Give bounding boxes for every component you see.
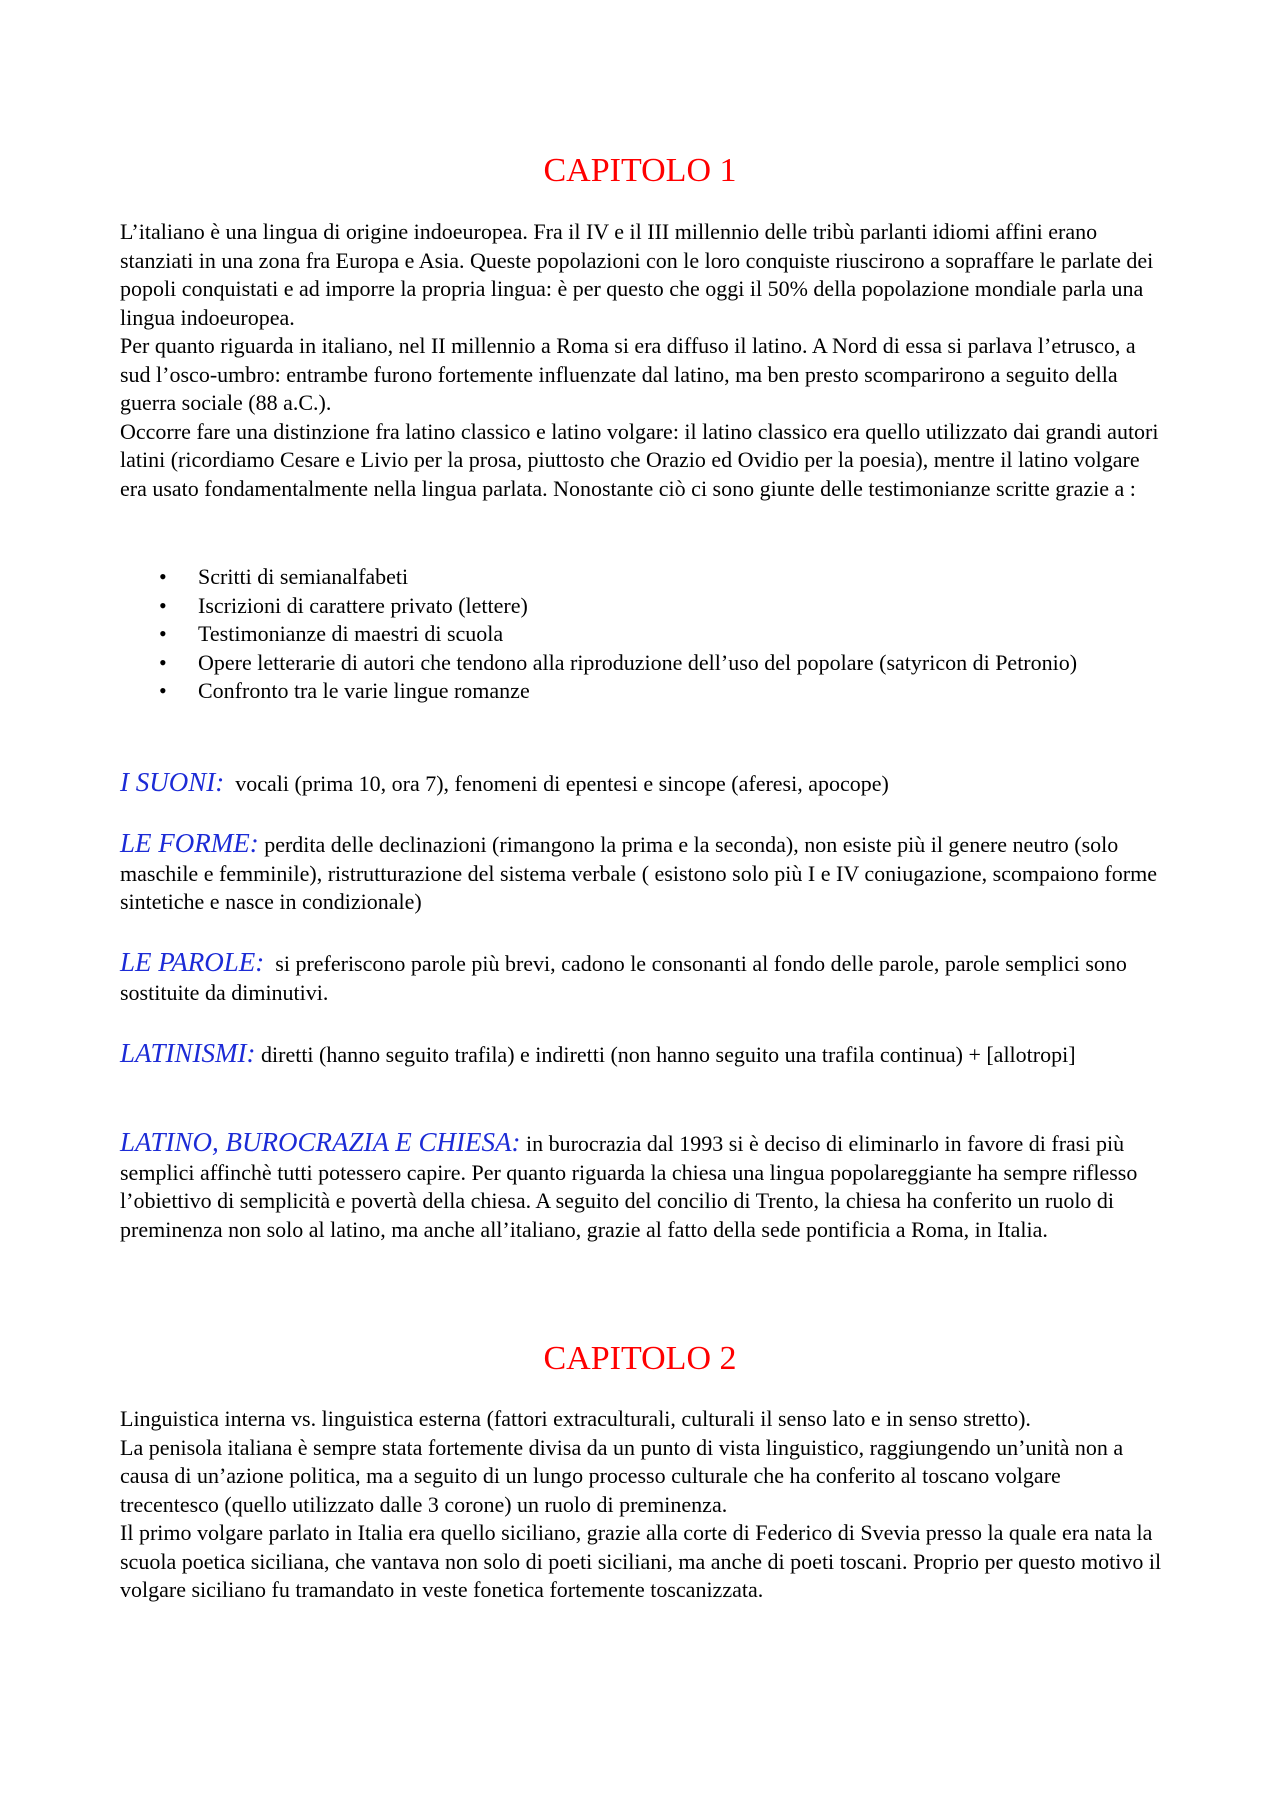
chapter-2-intro xyxy=(120,1405,1165,1605)
section-i-suoni xyxy=(120,768,1165,799)
section-lead: LATINISMI: xyxy=(120,1038,256,1068)
section-le-parole xyxy=(120,948,1165,1007)
list-item-text: Scritti di semianalfabeti xyxy=(198,564,409,589)
section-text: si preferiscono parole più brevi, cadono le consonanti al fondo delle parole, parole semplici sono sostituite da diminutivi. xyxy=(120,951,1127,1005)
bullet-icon: • xyxy=(159,678,167,703)
list-item-text: Opere letterarie di autori che tendono alla riproduzione dell’uso del popolare (satyricon di Petronio) xyxy=(198,649,1078,675)
sources-list xyxy=(120,563,1165,706)
paragraph: L’italiano è una lingua di origine indoeuropea. Fra il IV e il III millennio delle tribù parlanti idiomi affini erano stanziati in una zona fra Europa e Asia. Queste popolazioni con le loro conquiste riuscirono a sopraffare le parlate dei popoli conquistati e ad imporre la propria lingua: è per questo che oggi il 50% della popolazione mondiale parla una lingua indoeuropea. xyxy=(120,219,1154,330)
list-item-text: Testimonianze di maestri di scuola xyxy=(198,621,504,646)
chapter-1-intro xyxy=(120,218,1165,503)
section-text: vocali (prima 10, ora 7), fenomeni di epentesi e sincope (aferesi, apocope) xyxy=(235,771,889,796)
list-item-text: Confronto tra le varie lingue romanze xyxy=(198,678,530,703)
list-item-text: Iscrizioni di carattere privato (lettere) xyxy=(198,592,528,618)
section-lead: I SUONI: xyxy=(120,767,225,797)
paragraph: La penisola italiana è sempre stata fortemente divisa da un punto di vista linguistico, raggiungendo un’unità non a causa di un’azione politica, ma a seguito di un lungo processo culturale che ha conferito al toscano volgare trecentesco (quello utilizzato dalle 3 corone) un ruolo di preminenza. xyxy=(120,1434,1124,1517)
bullet-icon: • xyxy=(159,649,167,675)
paragraph: Occorre fare una distinzione fra latino classico e latino volgare: il latino classico era quello utilizzato dai grandi autori latini (ricordiamo Cesare e Livio per la prosa, piuttosto che Orazio ed Ovidio per la poesia), mentre il latino volgare era usato fondamentalmente nella lingua parlata. Nonostante ciò ci sono giunte delle testimonianze scritte grazie a : xyxy=(120,418,1159,501)
section-lead: LATINO, BUROCRAZIA E CHIESA: xyxy=(120,1127,521,1157)
paragraph: Linguistica interna vs. linguistica esterna (fattori extraculturali, culturali il senso lato e in senso stretto). xyxy=(120,1406,1031,1431)
list-item xyxy=(120,649,1165,678)
paragraph: Il primo volgare parlato in Italia era quello siciliano, grazie alla corte di Federico di Svevia presso la quale era nata la scuola poetica siciliana, che vantava non solo di poeti siciliani, ma anche di poeti toscani. Proprio per questo motivo il volgare siciliano fu tramandato in veste fonetica fortemente toscanizzata. xyxy=(120,1520,1162,1602)
paragraph: Per quanto riguarda in italiano, nel II millennio a Roma si era diffuso il latino. A Nord di essa si parlava l’etrusco, a sud l’osco-umbro: entrambe furono fortemente influenzate dal latino, ma ben presto scomparirono a seguito della guerra sociale (88 a.C.). xyxy=(120,333,1136,415)
list-item xyxy=(120,620,1165,649)
bullet-icon: • xyxy=(159,592,167,618)
chapter-1-title: CAPITOLO 1 xyxy=(543,152,737,189)
list-item xyxy=(120,592,1165,621)
section-latino-burocrazia-chiesa xyxy=(120,1128,1165,1244)
section-text: diretti (hanno seguito trafila) e indiretti (non hanno seguito una trafila continua) + [allotropi] xyxy=(261,1042,1076,1067)
bullet-icon: • xyxy=(159,564,167,589)
section-latinismi xyxy=(120,1039,1165,1070)
section-lead: LE PAROLE: xyxy=(120,947,265,977)
section-text: perdita delle declinazioni (rimangono la prima e la seconda), non esiste più il genere neutro (solo maschile e femminile), ristrutturazione del sistema verbale ( esistono solo più I e IV coniugazione, scompaiono forme sintetiche e nasce in condizionale) xyxy=(120,832,1157,914)
list-item xyxy=(120,563,1165,592)
list-item xyxy=(120,677,1165,706)
bullet-icon: • xyxy=(159,621,167,646)
section-lead: LE FORME: xyxy=(120,828,259,858)
section-le-forme xyxy=(120,829,1165,917)
section-text: in burocrazia dal 1993 si è deciso di eliminarlo in favore di frasi più semplici affinchè tutti potessero capire. Per quanto riguarda la chiesa una lingua popolareggiante ha sempre riflesso l’obiettivo di semplicità e povertà della chiesa. A seguito del concilio di Trento, la chiesa ha conferito un ruolo di preminenza non solo al latino, ma anche all’italiano, grazie al fatto della sede pontificia a Roma, in Italia. xyxy=(120,1131,1138,1242)
chapter-2-title: CAPITOLO 2 xyxy=(543,1340,737,1377)
